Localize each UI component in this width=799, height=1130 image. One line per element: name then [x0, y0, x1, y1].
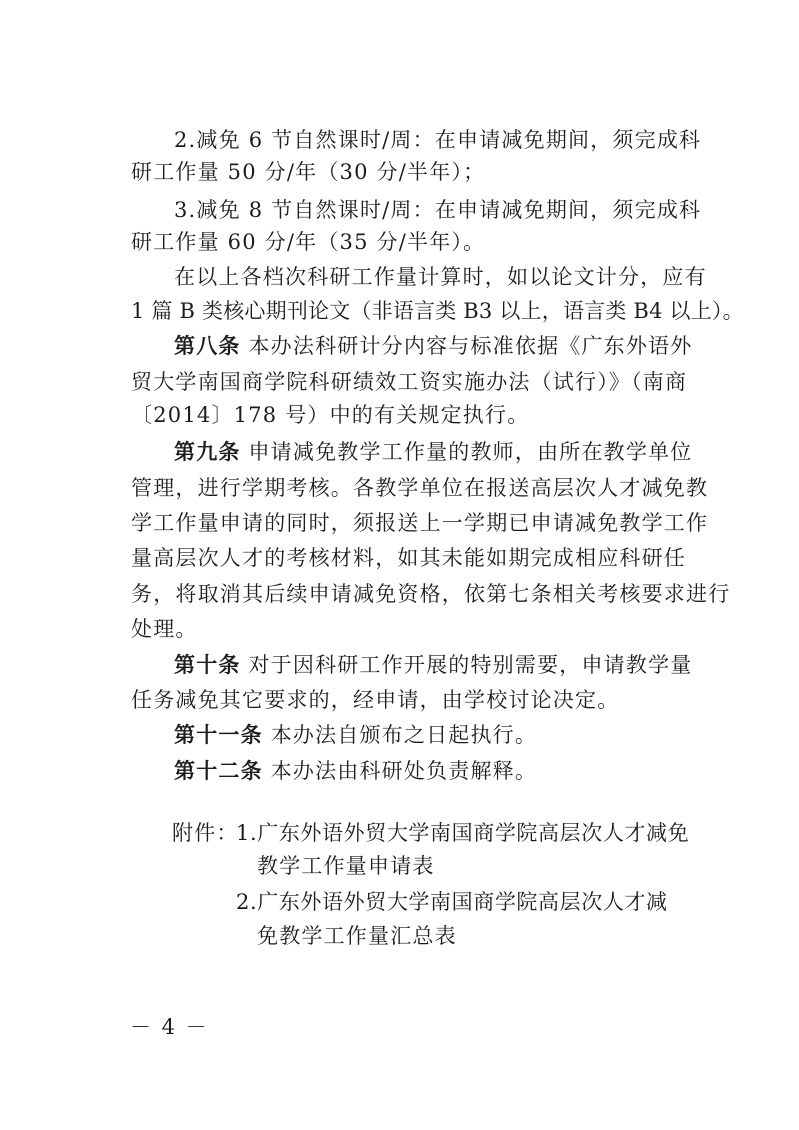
- attachments-label: 附件：: [172, 821, 239, 845]
- article8-line3: 〔2014〕178 号）中的有关规定执行。: [131, 403, 530, 427]
- article11-title: 第十一条: [174, 723, 263, 747]
- article12-line: [174, 757, 537, 785]
- article9-line5: 务，将取消其后续申请减免资格，依第七条相关考核要求进行: [131, 582, 731, 606]
- calc-paragraph-line1: 在以上各档次科研工作量计算时，如以论文计分，应有: [174, 265, 707, 289]
- article9-line4: 量高层次人才的考核材料，如其未能如期完成相应科研任: [131, 546, 686, 570]
- article8-line2: 贸大学南国商学院科研绩效工资实施办法（试行）》（南商: [131, 370, 688, 394]
- article8-title: 第八条: [174, 334, 241, 358]
- attachment1-line1: 1.广东外语外贸大学南国商学院高层次人才减免: [236, 821, 690, 845]
- article8-text: 本办法科研计分内容与标准依据《广东外语外: [240, 334, 693, 358]
- item3-line1: 3.减免 8 节自然课时/周：在申请减免期间，须完成科: [174, 198, 702, 222]
- article10-title: 第十条: [174, 653, 241, 677]
- attachment1-line2: 教学工作量申请表: [257, 854, 435, 878]
- article9-line2: 管理，进行学期考核。各教学单位在报送高层次人才减免教: [131, 476, 709, 500]
- item2-line1: 2.减免 6 节自然课时/周：在申请减免期间，须完成科: [174, 128, 702, 152]
- page-number: － 4 －: [130, 1015, 209, 1039]
- attachment2-line2: 免教学工作量汇总表: [257, 924, 457, 948]
- attachment2-line1: 2.广东外语外贸大学南国商学院高层次人才减: [236, 890, 668, 914]
- article11-line: [174, 721, 537, 749]
- article9-title: 第九条: [174, 440, 241, 464]
- article8-line1: [174, 332, 692, 360]
- article10-text: 对于因科研工作开展的特别需要，申请教学量: [240, 653, 693, 677]
- item2-line2: 研工作量 50 分/年（30 分/半年）；: [131, 160, 486, 184]
- article11-text: 本办法自颁布之日起执行。: [262, 723, 538, 747]
- article9-line3: 学工作量申请的同时，须报送上一学期已申请减免教学工作: [131, 511, 709, 535]
- article10-line2: 任务减免其它要求的，经申请，由学校讨论决定。: [131, 688, 620, 712]
- article12-text: 本办法由科研处负责解释。: [262, 759, 538, 783]
- article9-line6: 处理。: [131, 617, 198, 641]
- calc-paragraph-line2: 1 篇 B 类核心期刊论文（非语言类 B3 以上，语言类 B4 以上）。: [131, 299, 744, 323]
- item3-line2: 研工作量 60 分/年（35 分/半年）。: [131, 230, 486, 254]
- article12-title: 第十二条: [174, 759, 263, 783]
- article9-line1: [174, 438, 692, 466]
- article10-line1: [174, 651, 692, 679]
- article9-text: 申请减免教学工作量的教师，由所在教学单位: [240, 440, 693, 464]
